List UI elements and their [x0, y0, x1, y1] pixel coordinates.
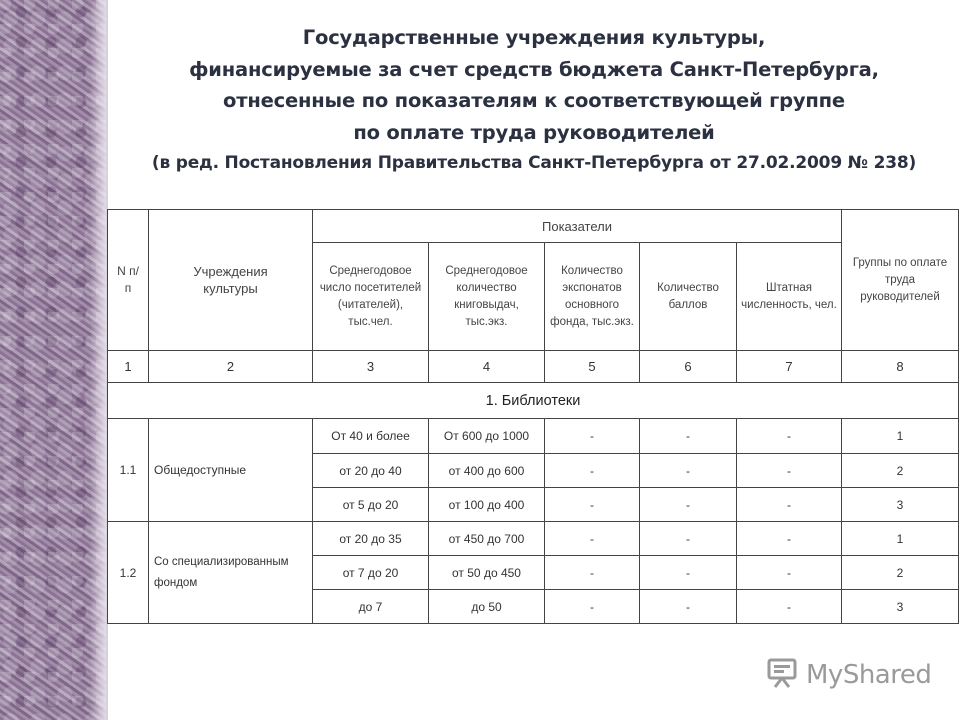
- cell-points: -: [640, 454, 737, 488]
- cell-staff: -: [737, 556, 842, 590]
- header-groups-text: Группы по оплате труда руководителей: [852, 256, 948, 303]
- header-institutions: [149, 210, 313, 351]
- page-title: [118, 22, 950, 178]
- cell-exhibits: -: [545, 419, 640, 454]
- watermark: [766, 656, 931, 694]
- cell-exhibits: -: [545, 556, 640, 590]
- title-line: отнесенные по показателям к соответствующей группе: [223, 89, 845, 112]
- section-title: 1. Библиотеки: [108, 383, 959, 419]
- cell-books: от 450 до 700: [429, 522, 545, 556]
- cell-group: 2: [842, 454, 959, 488]
- salary-groups-table: [107, 209, 959, 624]
- title-line: по оплате труда руководителей: [353, 120, 715, 144]
- cell-points: -: [640, 590, 737, 624]
- header-books: [429, 243, 545, 351]
- header-institutions-text: Учреждения культуры: [193, 264, 268, 296]
- cell-group: 3: [842, 488, 959, 522]
- header-groups: [842, 210, 959, 351]
- group-name: Общедоступные: [149, 419, 313, 522]
- header-num-text: N п/п: [117, 264, 139, 295]
- header-staff: [737, 243, 842, 351]
- cell-points: -: [640, 522, 737, 556]
- header-points-text: Количество баллов: [657, 281, 719, 311]
- header-visitors: [313, 243, 429, 351]
- header-exhibits: [545, 243, 640, 351]
- cell-group: 2: [842, 556, 959, 590]
- header-staff-text: Штатная численность, чел.: [741, 281, 837, 311]
- group-num: 1.2: [108, 522, 149, 624]
- cell-books: от 400 до 600: [429, 454, 545, 488]
- group-num: 1.1: [108, 419, 149, 522]
- cell-staff: -: [737, 454, 842, 488]
- column-number: 4: [429, 351, 545, 383]
- cell-exhibits: -: [545, 590, 640, 624]
- column-number: 7: [737, 351, 842, 383]
- watermark-text: MyShared: [806, 660, 932, 690]
- cell-exhibits: -: [545, 454, 640, 488]
- cell-exhibits: -: [545, 488, 640, 522]
- cell-exhibits: -: [545, 522, 640, 556]
- title-line: финансируемые за счет средств бюджета Санкт-Петербурга,: [189, 57, 879, 81]
- column-number: 8: [842, 351, 959, 383]
- cell-points: -: [640, 419, 737, 454]
- cell-staff: -: [737, 488, 842, 522]
- cell-visitors: От 40 и более: [313, 419, 429, 454]
- cell-points: -: [640, 488, 737, 522]
- cell-visitors: от 5 до 20: [313, 488, 429, 522]
- group-name: [149, 522, 313, 624]
- cell-visitors: до 7: [313, 590, 429, 624]
- cell-group: 3: [842, 590, 959, 624]
- title-line: Государственные учреждения культуры,: [302, 26, 766, 49]
- title-subtitle: (в ред. Постановления Правительства Санкт-Петербурга от 27.02.2009 № 238): [151, 153, 917, 173]
- header-exhibits-text: Количество экспонатов основного фонда, тыс.экз.: [550, 264, 634, 328]
- cell-books: от 100 до 400: [429, 488, 545, 522]
- cell-staff: -: [737, 419, 842, 454]
- cell-visitors: от 20 до 35: [313, 522, 429, 556]
- header-books-text: Среднегодовое количество книговыдач, тыс.экз.: [445, 264, 528, 328]
- cell-books: от 50 до 450: [429, 556, 545, 590]
- column-number: 6: [640, 351, 737, 383]
- column-number: 1: [108, 351, 149, 383]
- cell-books: до 50: [429, 590, 545, 624]
- header-visitors-text: Среднегодовое число посетителей (читателей), тыс.чел.: [319, 264, 422, 328]
- cell-staff: -: [737, 522, 842, 556]
- column-number: 2: [149, 351, 313, 383]
- column-number: 3: [313, 351, 429, 383]
- cell-books: От 600 до 1000: [429, 419, 545, 454]
- group-name-text: Со специализированным фондом: [154, 555, 289, 589]
- presentation-board-icon: [766, 656, 800, 695]
- cell-group: 1: [842, 522, 959, 556]
- header-num: [108, 210, 149, 351]
- header-points: [640, 243, 737, 351]
- cell-points: -: [640, 556, 737, 590]
- cell-visitors: от 7 до 20: [313, 556, 429, 590]
- header-indicators: Показатели: [313, 210, 842, 243]
- cell-staff: -: [737, 590, 842, 624]
- cell-visitors: от 20 до 40: [313, 454, 429, 488]
- cell-group: 1: [842, 419, 959, 454]
- column-number: 5: [545, 351, 640, 383]
